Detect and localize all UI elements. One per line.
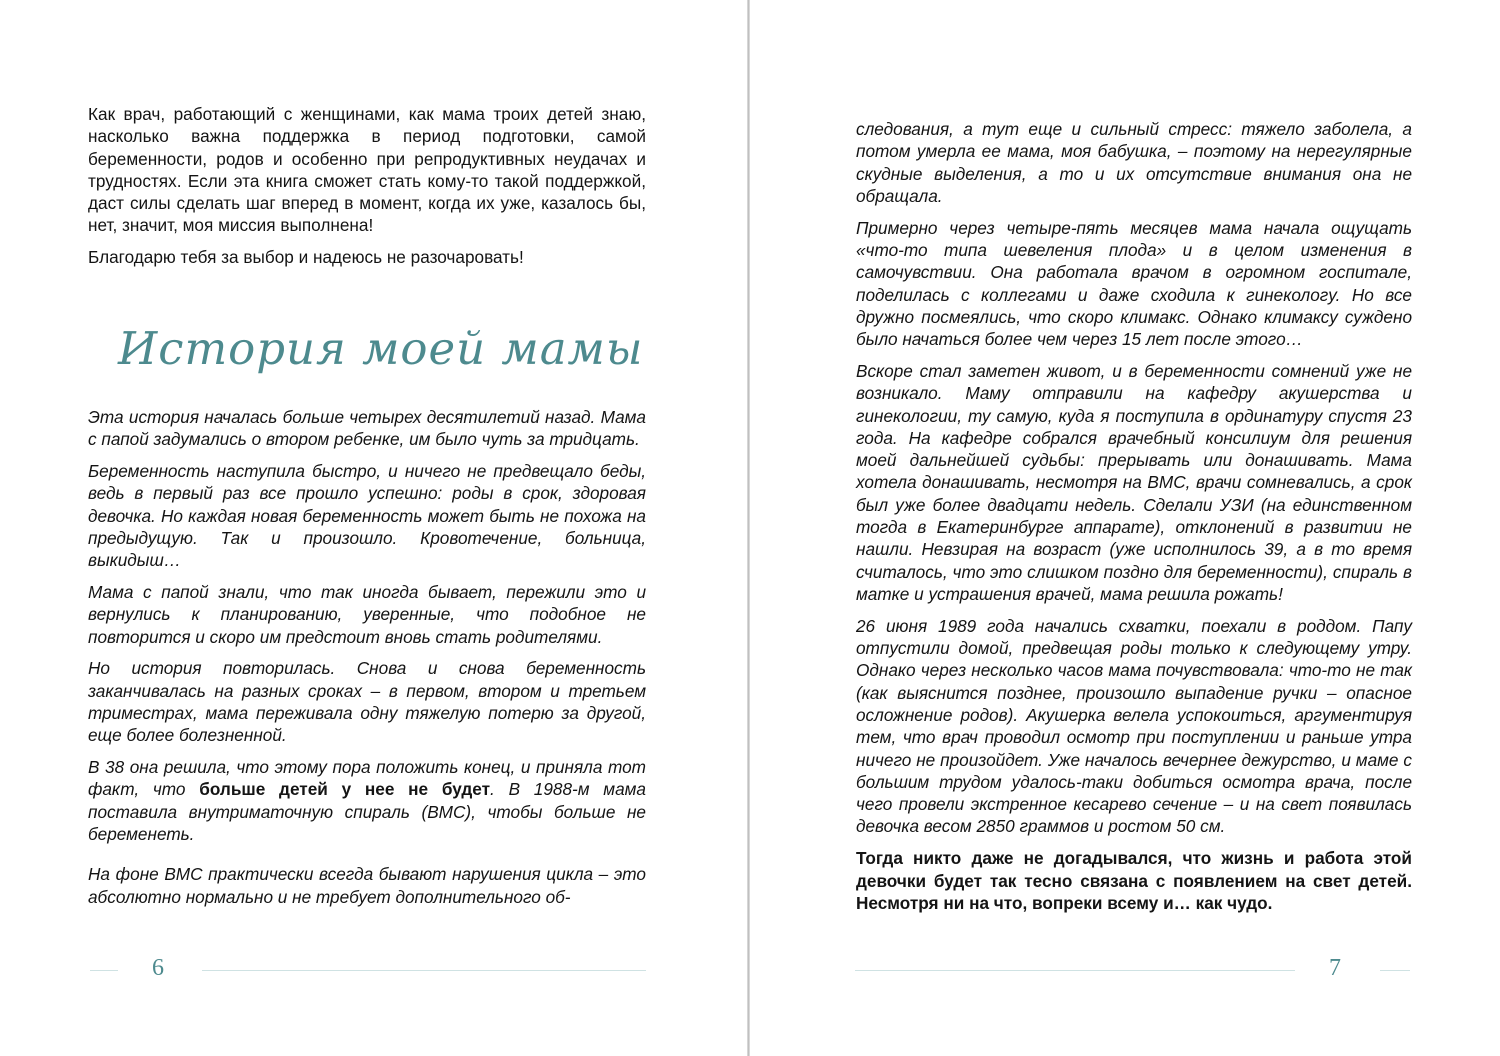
intro-paragraph: Как врач, работающий с женщинами, как мама троих детей знаю, насколько важна поддержка в период подготовки, самой беременности, родов и особенно при репродуктивных неудачах и трудностях. Если эта книга сможет стать кому-то такой поддержкой, даст силы сделать шаг вперед в момент, когда их уже, казалось бы, нет, значит, моя миссия выполнена! xyxy=(88,104,646,236)
story-text xyxy=(88,406,646,908)
page-number-right: 7 xyxy=(1329,955,1341,981)
left-page xyxy=(0,0,746,1056)
story-paragraph: следования, а тут еще и сильный стресс: тяжело заболела, а потом умерла ее мама, моя бабушка, – поэтому на нерегулярные скудные выделения, а то и их отсутствие внимания она не обращала. xyxy=(856,119,1412,206)
chapter-title: История моей мамы xyxy=(118,322,644,375)
story-paragraph: Эта история началась больше четырех десятилетий назад. Мама с папой задумались о втором ребенке, им было чуть за тридцать. xyxy=(88,407,646,450)
page-number-left: 6 xyxy=(152,955,164,981)
story-paragraph: Примерно через четыре-пять месяцев мама начала ощущать «что-то типа шевеления плода» и в целом изменения в самочувствии. Она работала врачом в огромном госпитале, поделилась с коллегами и даже сходила к гинекологу. Но все дружно посмеялись, что скоро климакс. Однако климаксу суждено было начаться более чем через 15 лет после этого… xyxy=(856,217,1412,350)
book-spine xyxy=(747,0,750,1056)
story-text-continued xyxy=(856,118,1412,914)
decision-text-start: В 38 она решила, что этому пора положить конец, и приняла тот факт, что xyxy=(88,757,646,800)
story-paragraph: Вскоре стал заметен живот, и в беременности сомнений уже не возникало. Маму отправили на кафедру акушерства и гинекологии, ту самую, куда я поступила в ординатуру спустя 23 года. На кафедре собрался врачебный консилиум для решения моей дальнейшей судьбы: прерывать или донашивать. Мама хотела донашивать, несмотря на ВМС, врачи сомневались, а срок был уже более двадцати недель. Сделали УЗИ (на единственном тогда в Екатеринбурге аппарате), отклонений в развитии не нашли. Невзирая на возраст (уже исполнилось 39, а в то время считалось, что это слишком поздно для беременности), спираль в матке и устрашения врачей, мама решила рожать! xyxy=(856,360,1412,604)
decision-emphasis: больше детей у нее не будет xyxy=(199,779,491,800)
story-paragraph-continued: На фоне ВМС практически всегда бывают нарушения цикла – это абсолютно нормально и не требует дополнительного об- xyxy=(88,864,646,907)
footer-rule-left-short xyxy=(90,970,118,971)
closing-bold-paragraph: Тогда никто даже не догадывался, что жизнь и работа этой девочки будет так тесно связана с появлением на свет детей. Несмотря ни на что, вопреки всему и… как чудо. xyxy=(856,848,1412,913)
decision-paragraph xyxy=(88,756,646,845)
story-paragraph: 26 июня 1989 года начались схватки, поехали в роддом. Папу отпустили домой, предвещая роды только к следующему утру. Однако через несколько часов мама почувствовала: что-то не так (как выяснится позднее, произошло выпадение ручки – опасное осложнение родов). Акушерка велела успокоиться, аргументируя тем, что врач проводил осмотр при поступлении и раньше утра ничего не произойдет. Уже началось вечернее дежурство, и маме с большим трудом удалось-таки добиться осмотра врача, после чего провели экстренное кесарево сечение – и на свет появилась девочка весом 2850 граммов и ростом 50 см. xyxy=(856,615,1412,837)
story-paragraph: Мама с папой знали, что так иногда бывает, пережили это и вернулись к планированию, уверенные, что подобное не повторится и скоро им предстоит вновь стать родителями. xyxy=(88,582,646,647)
story-paragraph: Беременность наступила быстро, и ничего не предвещало беды, ведь в первый раз все прошло успешно: роды в срок, здоровая девочка. Но каждая новая беременность может быть не похожа на предыдущую. Так и произошло. Кровотечение, больница, выкидыш… xyxy=(88,461,646,571)
footer-rule-right-short xyxy=(1380,970,1410,971)
decision-text-end: . В 1988-м мама поставила внутриматочную спираль (ВМС), чтобы больше не беременеть. xyxy=(88,779,646,845)
right-page xyxy=(751,0,1500,1056)
story-paragraph: Но история повторилась. Снова и снова беременность заканчивалась на разных сроках – в первом, втором и третьем триместрах, мама переживала одну тяжелую потерю за другой, еще более болезненной. xyxy=(88,658,646,746)
footer-rule-left-long xyxy=(202,970,646,971)
footer-rule-right-long xyxy=(855,970,1295,971)
intro-paragraph: Благодарю тебя за выбор и надеюсь не разочаровать! xyxy=(88,247,524,268)
intro-text xyxy=(88,103,646,269)
